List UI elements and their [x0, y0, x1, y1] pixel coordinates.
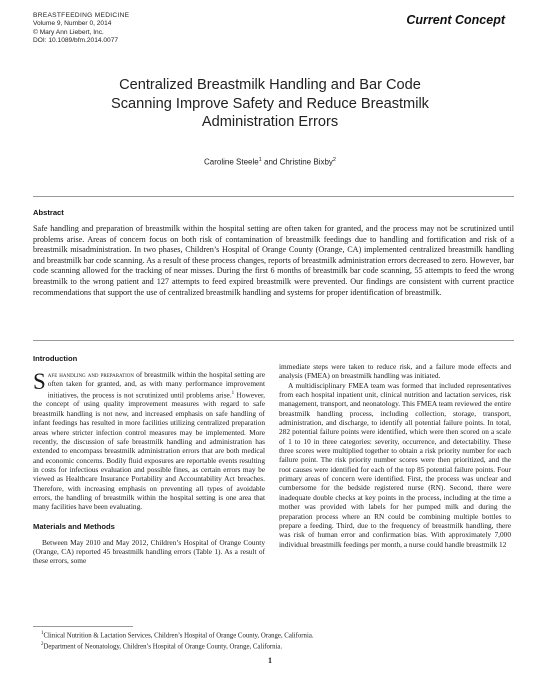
title-line: Centralized Breastmilk Handling and Bar Code	[119, 77, 421, 93]
author-name: Caroline Steele	[204, 157, 259, 167]
paragraph: A multidisciplinary FMEA team was formed that included representatives from each hospital inpatient unit, clinical nutrition and lactation services, risk management, transport, and neonatology. This FMEA team reviewed the entire breastmilk handling process, including collection, storage, transport, administration, and discharge, to identify all potential failure points. In total, 282 potential failure points were identified, which were then scored on a scale of 1 to 10 in three categories: severity, occurrence, and detectability. These three scores were multiplied together to obtain a risk priority number for each failure point. The risk priority number scores were then prioritized, and the root causes were identified for each of the top 85 potential failure points. Four primary areas of concern were identified. First, the process was unclear and cumbersome for the bedside registered nurse (RN). Second, there were inadequate double checks at key points in the process, including at the time a mother was provided with labels for her pumped milk and during the preparation process where an RN could be combining multiple bottles to prepare a feeding. Third, due to the frequency of breastmilk handling, there was risk of human error and confirmation bias. With approximately 7,000 individual breastmilk feedings per month, a nurse could handle breastmilk 12	[279, 380, 511, 549]
footnote-text: Department of Neonatology, Children’s Hospital of Orange County, Orange, California.	[43, 643, 283, 651]
journal-copyright: © Mary Ann Liebert, Inc.	[33, 28, 104, 36]
section-heading-methods: Materials and Methods	[33, 521, 115, 531]
right-column	[279, 362, 511, 549]
journal-meta	[33, 12, 129, 46]
section-label: Current Concept	[406, 13, 505, 27]
article-title	[60, 76, 480, 132]
footnote-mark: 1	[41, 631, 44, 636]
footnotes	[33, 630, 514, 652]
affiliation-mark: 1	[258, 157, 262, 163]
title-line: Administration Errors	[201, 114, 339, 130]
left-column	[33, 354, 265, 566]
title-line: Scanning Improve Safety and Reduce Breastmilk	[111, 95, 429, 112]
footnote-divider	[33, 626, 133, 627]
paragraph-text: However, the concept of using quality improvement measures with regard to safe breastmilk handling is not new, and increased emphasis on safe handling of infant feedings has resulted in more facilities utilizing centralized preparation areas where stricter infection control measures may be implemented. More recently, the discussion of safe breastmilk handling and administration has extended to encompass breastmilk administration errors that are both medical and economic concerns. Bodily fluid exposures are reportable events resulting in costs for infectious evaluation and possible fines, as certain errors may be viewed as Healthcare Insurance Portability and Accountability Act breaches. Therefore, with increasing emphasis on preventing all types of avoidable errors, the handling of breastmilk within the hospital setting is one area that many facilities have been evaluating.	[33, 390, 265, 512]
paragraph: immediate steps were taken to reduce risk, and a failure mode effects and analysis (FMEA) on breastmilk handling was initiated.	[279, 362, 511, 381]
journal-name: BREASTFEEDING MEDICINE	[33, 12, 130, 19]
author-conjunction: and	[261, 157, 280, 167]
footnote	[33, 630, 514, 641]
author-name: Christine Bixby	[279, 157, 333, 167]
author-list	[0, 157, 540, 167]
drop-cap: S	[33, 369, 46, 394]
divider	[33, 196, 514, 197]
footnote-text: Clinical Nutrition & Lactation Services, Children’s Hospital of Orange County, Orange, California.	[43, 632, 314, 640]
methods-paragraph: Between May 2010 and May 2012, Children’s Hospital of Orange County (Orange, CA) reported 45 breastmilk handling errors (Table 1). As a result of these errors, some	[33, 537, 265, 566]
abstract-text: Safe handling and preparation of breastmilk within the hospital setting are often taken for granted, and the process may not be scrutinized until problems arise. Areas of concern focus on both risk of contamination of breastmilk feedings due to handling and fortification and risk of a breastmilk misadministration. In two phases, Children’s Hospital of Orange County (Orange, CA) implemented centralized breastmilk handling and breastmilk bar code scanning. As a result of these process changes, reports of breastmilk administration errors decreased to zero. However, bar code scanning allowed for the tracking of near misses. During the first 6 months of breastmilk bar code scanning, 55 attempts to feed the wrong breastmilk to the wrong patient and 127 attempts to feed expired breastmilk were prevented. Our findings are consistent with current practice recommendations that support the use of centralized breastmilk handling and systems for proper identification of breastmilk.	[33, 224, 514, 297]
paragraph-text: of breastmilk within the hospital setting are often taken for granted, and, as with many performance improvement initiatives, the process is not scrutinized until problems arise.	[47, 370, 265, 400]
abstract-heading: Abstract	[33, 208, 64, 217]
footnote	[33, 641, 514, 652]
journal-doi: DOI: 10.1089/bfm.2014.0077	[33, 37, 119, 45]
footnote-mark: 2	[41, 641, 44, 647]
section-heading-introduction: Introduction	[33, 354, 78, 363]
intro-paragraph	[33, 370, 265, 512]
page-number: 1	[268, 656, 272, 665]
lead-in: afe handling and preparation	[47, 370, 135, 379]
journal-volume: Volume 9, Number 0, 2014	[33, 20, 112, 28]
affiliation-mark: 2	[332, 157, 336, 163]
divider	[33, 340, 514, 341]
reference-mark: 1	[231, 390, 235, 396]
